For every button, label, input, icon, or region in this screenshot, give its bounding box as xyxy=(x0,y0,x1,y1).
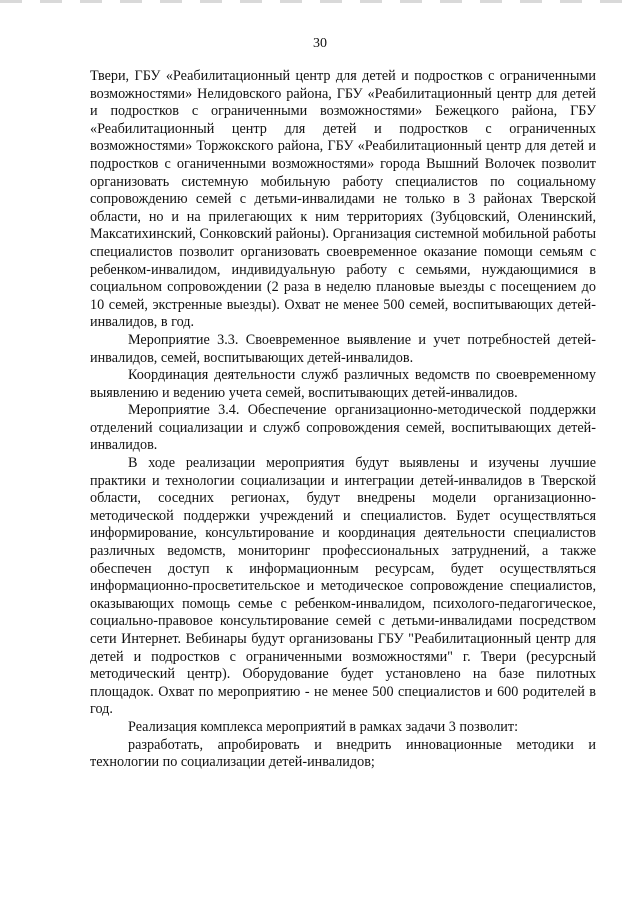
paragraph-task-3-intro: Реализация комплекса мероприятий в рамках задачи 3 позволит: xyxy=(128,718,519,735)
paragraph-implementation: В ходе реализации мероприятия будут выявлены и изучены лучшие практики и технологии социализации и интеграции детей-инвалидов в Тверской области, соседних регионах, будут внедрены модели организационно-методической поддержки учреждений и специалистов. Будет осуществляться информирование, консультирование и координация деятельности специалистов различных ведомств, мониторинг профессиональных затруднений, а также обеспечен доступ к информационным ресурсам, будет осуществляться информационно-просветительское и методическое сопровождение специалистов, оказывающих помощь семье с ребенком-инвалидом, психолого-педагогическое, социально-правовое консультирование семей с детьми-инвалидами посредством сети Интернет. Вебинары будут организованы ГБУ "Реабилитационный центр для детей и подростков с ограниченными возможностями" г. Твери (ресурсный методический центр). Оборудование будет установлено на базе пилотных площадок. Охват по мероприятию - не менее 500 специалистов и 600 родителей в год. xyxy=(90,455,596,718)
paragraph-measure-3-4: Мероприятие 3.4. Обеспечение организационно-методической поддержки отделений социализации и служб сопровождения семей, воспитывающих детей-инвалидов. xyxy=(90,402,596,454)
scan-edge-marks xyxy=(0,0,640,3)
paragraph-rehab-centers: Твери, ГБУ «Реабилитационный центр для детей и подростков с ограниченными возможностями» Нелидовского района, ГБУ «Реабилитационный центр для детей и подростков с ограниченными возможностями» Бежецкого района, ГБУ «Реабилитационный центр для детей и подростков с ограниченных возможностями» Торжокского района, ГБУ «Реабилитационный центр для детей и подростков с оганиченными возможностями» города Вышний Волочек позволит организовать системную мобильную работу специалистов по социальному сопровождению семей с детьми-инвалидами не только в 3 районах Тверской области, но и на прилегающих к ним территориях (Зубцовский, Оленинский, Максатихинский, Сонковский районы). Организация системной мобильной работы специалистов позволит организовать своевременное оказание помощи семьям с ребенком-инвалидом, индивидуальную работу с семьями, нуждающимися в социальном сопровождении (2 раза в неделю плановые выезды с посещением до 10 семей, экстренные выезды). Охват не менее 500 семей, воспитывающих детей-инвалидов, в год. xyxy=(90,68,596,331)
paragraph-coordination: Координация деятельности служб различных ведомств по своевременному выявлению и ведению учета семей, воспитывающих детей-инвалидов. xyxy=(90,367,596,401)
paragraph-measure-3-3: Мероприятие 3.3. Своевременное выявление и учет потребностей детей-инвалидов, семей, воспитывающих детей-инвалидов. xyxy=(90,331,596,366)
paragraph-develop-methods: разработать, апробировать и внедрить инновационные методики и технологии по социализации детей-инвалидов; xyxy=(90,736,596,771)
page-number: 30 xyxy=(313,36,327,51)
document-body xyxy=(90,68,596,772)
